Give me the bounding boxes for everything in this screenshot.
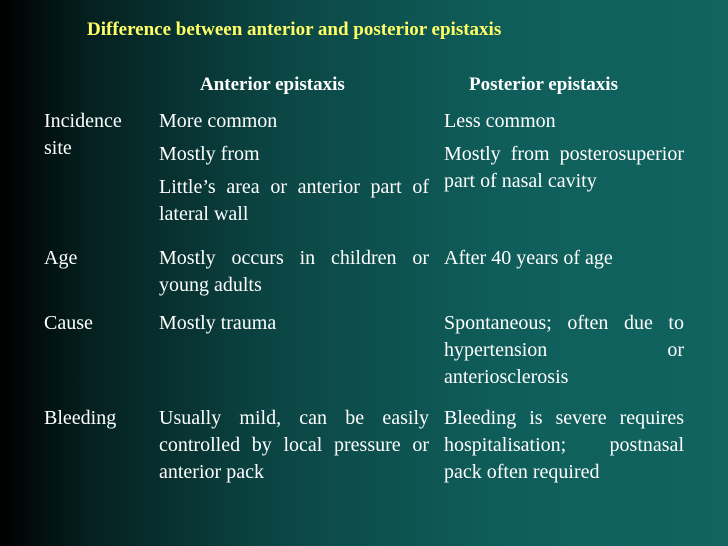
row-label-age: [44, 245, 152, 272]
row-label-incidence-site: [44, 108, 152, 162]
row-label-bleeding: [44, 405, 152, 432]
column-header-posterior: Posterior epistaxis: [469, 74, 618, 95]
cell-posterior-incidence: [444, 108, 684, 195]
cell-text: Little’s area or anterior part of lateral wall: [159, 176, 429, 225]
slide-title: Difference between anterior and posterior epistaxis: [87, 19, 502, 40]
cell-anterior-cause: [159, 310, 429, 337]
cell-anterior-age: [159, 245, 429, 299]
cell-anterior-bleeding: [159, 405, 429, 486]
cell-posterior-cause: [444, 310, 684, 391]
cell-text: Mostly trauma: [159, 312, 277, 334]
row-label-line: Incidence: [44, 110, 122, 132]
cell-posterior-age: [444, 245, 684, 272]
column-header-anterior: Anterior epistaxis: [200, 74, 345, 95]
cell-text: Mostly from: [159, 143, 260, 165]
cell-text: Less common: [444, 110, 556, 132]
row-label-line: Cause: [44, 312, 93, 334]
row-label-line: site: [44, 137, 72, 159]
row-label-line: Age: [44, 247, 78, 269]
cell-text: Mostly from posterosuperior part of nasal cavity: [444, 143, 684, 192]
cell-posterior-bleeding: [444, 405, 684, 486]
row-label-cause: [44, 310, 152, 337]
cell-anterior-incidence: [159, 108, 429, 228]
cell-text: After 40 years of age: [444, 247, 613, 269]
cell-text: Usually mild, can be easily controlled by local pressure or anterior pack: [159, 407, 429, 483]
cell-text: Mostly occurs in children or young adults: [159, 247, 429, 296]
cell-text: Bleeding is severe requires hospitalisation; postnasal pack often required: [444, 407, 684, 483]
cell-text: Spontaneous; often due to hypertension or anteriosclerosis: [444, 312, 684, 388]
row-label-line: Bleeding: [44, 407, 117, 429]
cell-text: More common: [159, 110, 278, 132]
